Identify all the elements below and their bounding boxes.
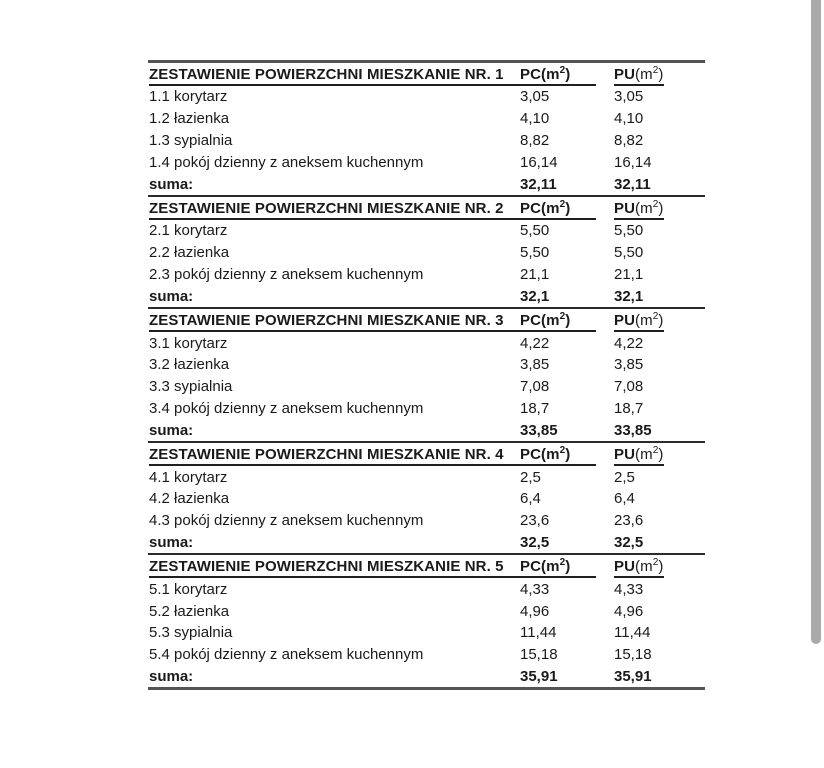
table-row [148,151,705,173]
section-header-row [148,197,705,220]
section-title: ZESTAWIENIE POWIERZCHNI MIESZKANIE NR. 4 [148,446,520,466]
scrollbar-thumb[interactable] [811,0,821,644]
col-header-pu: $PU(m^2)$ [614,558,705,578]
suma-pc-value: 33,85 [520,421,558,439]
pu-value: 4,22 [614,334,644,352]
pc-value: 8,82 [520,131,550,149]
room-label: 4.3 pokój dzienny z aneksem kuchennym [149,512,424,530]
pc-value: 16,14 [520,153,558,171]
apartment-section-1 [148,63,705,195]
table-row [148,242,705,264]
table-row [148,220,705,242]
room-label: 4.1 korytarz [149,468,228,486]
table-row [148,600,705,622]
table-row [148,510,705,532]
apartment-section-3 [148,307,705,441]
suma-pu-value: 32,5 [614,533,644,551]
col-header-pc: $PC(m^2)$ [520,446,614,466]
suma-row [148,532,705,554]
suma-label: suma: [149,175,194,193]
pu-value: 18,7 [614,399,644,417]
apartment-section-5 [148,553,705,687]
pu-value: 16,14 [614,153,652,171]
pu-value: 6,4 [614,490,635,508]
suma-pu-value: 32,11 [614,175,651,193]
suma-pu-value: 33,85 [614,421,652,439]
col-header-pu: $PU(m^2)$ [614,312,705,332]
col-header-pu: $PU(m^2)$ [614,66,705,86]
table-row [148,622,705,644]
section-title: ZESTAWIENIE POWIERZCHNI MIESZKANIE NR. 5 [148,558,520,578]
pu-value: 15,18 [614,646,652,664]
pc-value: 11,44 [520,624,557,642]
room-label: 5.1 korytarz [149,580,228,598]
room-label: 2.1 korytarz [149,222,228,240]
pu-value: 2,5 [614,468,635,486]
room-label: 5.3 sypialnia [149,624,233,642]
col-header-pu: $PU(m^2)$ [614,200,705,220]
suma-row [148,173,705,195]
col-header-pc: $PC(m^2)$ [520,558,614,578]
pc-value: 4,96 [520,602,550,620]
section-title: ZESTAWIENIE POWIERZCHNI MIESZKANIE NR. 1 [148,66,520,86]
suma-pu-value: 32,1 [614,287,644,305]
room-label: 3.2 łazienka [149,356,230,374]
table-row [148,86,705,108]
room-label: 1.2 łazienka [149,110,230,128]
table-row [148,264,705,286]
pu-value: 4,10 [614,110,644,128]
pu-value: 7,08 [614,378,644,396]
pu-value: 5,50 [614,222,644,240]
pc-value: 3,85 [520,356,550,374]
section-header-row [148,443,705,466]
pc-value: 21,1 [520,265,550,283]
suma-row [148,666,705,688]
pu-value: 21,1 [614,265,644,283]
table-row [148,488,705,510]
section-title: ZESTAWIENIE POWIERZCHNI MIESZKANIE NR. 3 [148,312,520,332]
table-row [148,108,705,130]
pc-value: 3,05 [520,88,550,106]
col-header-pc: $PC(m^2)$ [520,200,614,220]
table-row [148,130,705,152]
room-label: 1.3 sypialnia [149,131,233,149]
room-label: 5.4 pokój dzienny z aneksem kuchennym [149,646,424,664]
col-header-pu: $PU(m^2)$ [614,446,705,466]
suma-pc-value: 32,5 [520,533,550,551]
room-label: 5.2 łazienka [149,602,230,620]
suma-pu-value: 35,91 [614,667,652,685]
pu-value: 11,44 [614,624,651,642]
pc-value: 4,22 [520,334,550,352]
table-row [148,376,705,398]
pc-value: 18,7 [520,399,550,417]
suma-pc-value: 35,91 [520,667,558,685]
pc-value: 4,10 [520,110,550,128]
pu-value: 4,33 [614,580,644,598]
pu-value: 23,6 [614,512,644,530]
suma-pc-value: 32,11 [520,175,557,193]
apartment-section-2 [148,195,705,307]
room-label: 3.1 korytarz [149,334,228,352]
room-label: 1.4 pokój dzienny z aneksem kuchennym [149,153,424,171]
pu-value: 3,05 [614,88,644,106]
room-label: 1.1 korytarz [149,88,228,106]
room-label: 2.2 łazienka [149,244,230,262]
pc-value: 2,5 [520,468,541,486]
pc-value: 5,50 [520,222,550,240]
table-row [148,644,705,666]
suma-label: suma: [149,667,194,685]
room-label: 2.3 pokój dzienny z aneksem kuchennym [149,265,424,283]
suma-row [148,285,705,307]
suma-row [148,419,705,441]
pc-value: 4,33 [520,580,550,598]
table-row [148,466,705,488]
table-row [148,354,705,376]
section-header-row [148,555,705,578]
col-header-pc: $PC(m^2)$ [520,312,614,332]
pu-value: 3,85 [614,356,644,374]
section-header-row [148,309,705,332]
pc-value: 6,4 [520,490,541,508]
table-row [148,578,705,600]
pc-value: 5,50 [520,244,550,262]
pc-value: 23,6 [520,512,550,530]
table-row [148,398,705,420]
pc-value: 15,18 [520,646,558,664]
room-label: 3.3 sypialnia [149,378,233,396]
suma-label: suma: [149,533,194,551]
room-label: 3.4 pokój dzienny z aneksem kuchennym [149,399,424,417]
area-summary-table [148,60,705,690]
apartment-section-4 [148,441,705,553]
suma-label: suma: [149,421,194,439]
suma-pc-value: 32,1 [520,287,550,305]
suma-label: suma: [149,287,194,305]
pc-value: 7,08 [520,378,550,396]
section-title: ZESTAWIENIE POWIERZCHNI MIESZKANIE NR. 2 [148,200,520,220]
section-header-row [148,63,705,86]
room-label: 4.2 łazienka [149,490,230,508]
pu-value: 8,82 [614,131,644,149]
pu-value: 4,96 [614,602,644,620]
table-row [148,332,705,354]
col-header-pc: $PC(m^2)$ [520,66,614,86]
pu-value: 5,50 [614,244,644,262]
